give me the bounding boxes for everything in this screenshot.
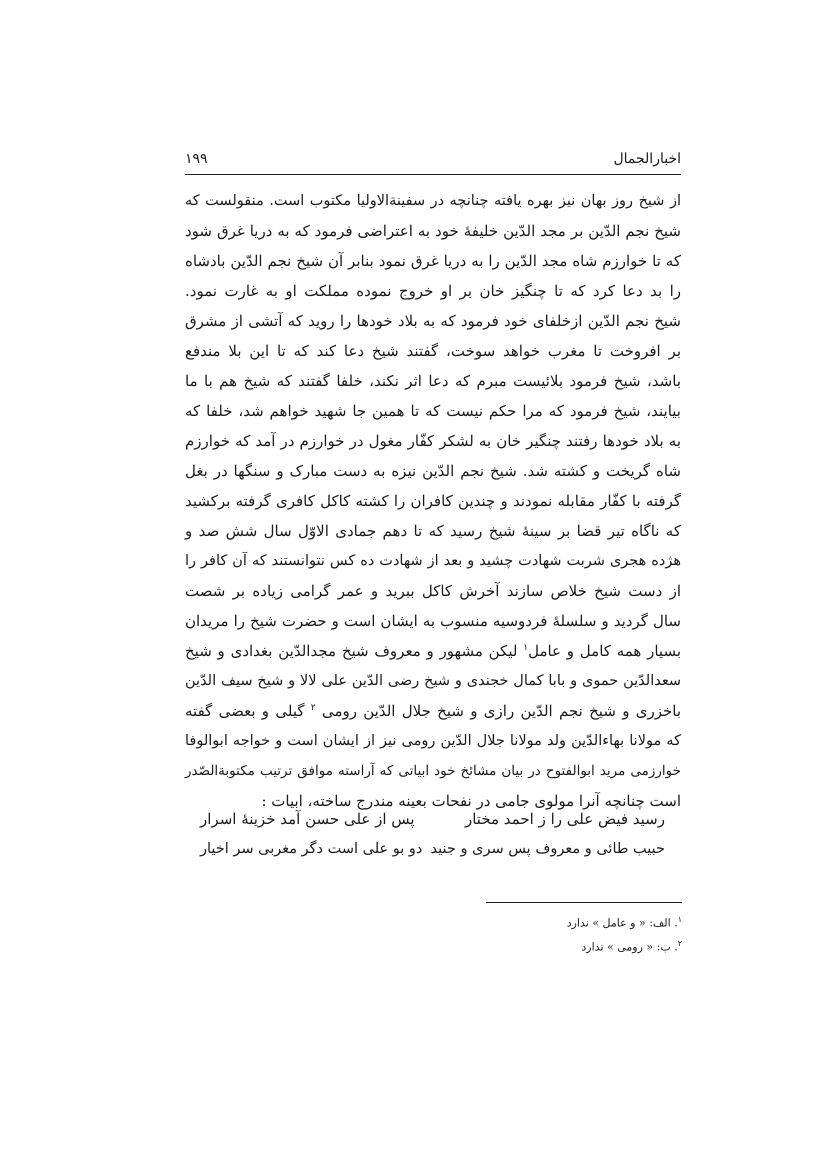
verse-couplet bbox=[200, 834, 665, 864]
verse-block bbox=[200, 804, 665, 864]
footnote bbox=[382, 934, 682, 958]
footnote-number: ۱ bbox=[677, 915, 682, 924]
footnote-marker: ۱ bbox=[523, 643, 529, 653]
footnote bbox=[382, 910, 682, 934]
text-line: از شیخ روز بهان نیز بهره یافته چنانچه در سفینةالاولیا مکتوب است. منقولست که bbox=[185, 193, 681, 209]
text-line: شاه گریخت و کشته شد. شیخ نجم الدّین نیزه به دست مبارک و سنگها در بغل bbox=[185, 462, 681, 480]
text-line: سعدالدّین حموی و بابا کمال خجندی و شیخ رضی الدّین علی لالا و شیخ سیف الدّین bbox=[185, 673, 681, 689]
text-line: گرفته با کفّار مقابله نمودند و چندین کافران را کشته کاکل کافری گرفته برکشید bbox=[185, 492, 681, 510]
text-line: است چنانچه آنرا مولوی جامی در نفحات بعینه مندرج ساخته، ابیات : bbox=[261, 792, 681, 810]
text-line: سال گردید و سلسلهٔ فردوسیه منسوب به ایشان است و حضرت شیخ را مریدان bbox=[185, 612, 681, 630]
footnote-marker: ۲ bbox=[310, 703, 316, 713]
text-line: هژده هجری شربت شهادت چشید و بعد از شهادت ده کس نتوانستند که آن کافر را bbox=[185, 553, 681, 569]
running-title: اخبارالجمال bbox=[613, 151, 681, 167]
text-line: که ناگاه تیر قضا بر سینهٔ شیخ رسید که تا دهم جمادی الاوّل سال شش صد و bbox=[185, 522, 681, 540]
footnote-number: ۲ bbox=[677, 938, 682, 948]
text-line: بر افروخت تا مغرب خواهد سوخت، گفتند شیخ دعا کند که تا این بلا مندفع bbox=[185, 342, 681, 360]
page-number: ۱۹۹ bbox=[185, 151, 208, 167]
verse-hemistich-first: حبیب طائی و معروف پس سری و جنید bbox=[430, 841, 665, 857]
text-line: را بد دعا کرد که تا چنگیز خان بر او خروج نموده مملکت او به غارت نمود. bbox=[185, 282, 681, 300]
verse-hemistich-second: پس از علی حسن آمد خزینهٔ اسرار bbox=[200, 810, 415, 828]
footnote-divider bbox=[486, 902, 682, 903]
verse-hemistich-second: دو بو علی است دگر مغربی سر اخیار bbox=[200, 841, 423, 857]
verse-couplet bbox=[200, 804, 665, 834]
text-line: به بلاد خودها رفتند چنگیر خان به لشکر کفّار مغول در خوارزم در آمد که خوارزم bbox=[185, 432, 681, 450]
text-line: شیخ نجم الدّین بر مجد الدّین خلیفهٔ خود به اعتراضی فرمود که به دریا غرق شود bbox=[185, 222, 681, 240]
text-line bbox=[185, 636, 681, 666]
main-text bbox=[185, 186, 681, 816]
text-line bbox=[185, 696, 681, 726]
text-line: باشد، شیخ فرمود بلائیست مبرم که دعا اثر نکند، خلفا گفتند که شیخ هم با ما bbox=[185, 372, 681, 390]
text-line: از دست شیخ خلاص سازند آخرش کاکل ببرید و عمر گرامی زیاده بر شصت bbox=[185, 582, 681, 600]
text-segment: گیلی و بعضی گفته bbox=[185, 702, 311, 720]
text-line: خوارزمی مرید ابوالفتوح در بیان مشائخ خود ابیاتی که آراسته موافق ترتیب مکتوبةالصّدر bbox=[185, 763, 681, 779]
verse-hemistich-first: رسید فیض علی را ز احمد مختار bbox=[464, 810, 665, 828]
footnotes bbox=[382, 910, 682, 957]
footnote-text: . الف: « و عامل » ندارد bbox=[566, 916, 678, 930]
text-line: شیخ نجم الدّین ازخلفای خود فرمود که به بلاد خودها را روید که آتشی از مشرق bbox=[185, 312, 681, 330]
text-segment: باخزری و شیخ نجم الدّین رازی و شیخ جلال الدّین رومی bbox=[315, 702, 682, 720]
footnote-text: . ب: « رومی » ندارد bbox=[581, 940, 678, 954]
text-segment: لیکن مشهور و معروف شیخ مجدالدّین بغدادی و شیخ bbox=[185, 642, 524, 660]
text-line: که مولانا بهاءالدّین ولد مولانا جلال الدّین رومی نیز از ایشان است و خواجه ابوالوفا bbox=[185, 733, 681, 749]
text-segment: بسیار همه کامل و عامل bbox=[528, 642, 681, 660]
running-header bbox=[185, 146, 681, 175]
text-line: بیایند، شیخ فرمود که مرا حکم نیست که تا همین جا شهید خواهم شد، خلفا که bbox=[185, 402, 681, 420]
text-line: که تا خوارزم شاه مجد الدّین را به دریا غرق نمود بنابر آن شیخ نجم الدّین بادشاه bbox=[185, 252, 681, 270]
